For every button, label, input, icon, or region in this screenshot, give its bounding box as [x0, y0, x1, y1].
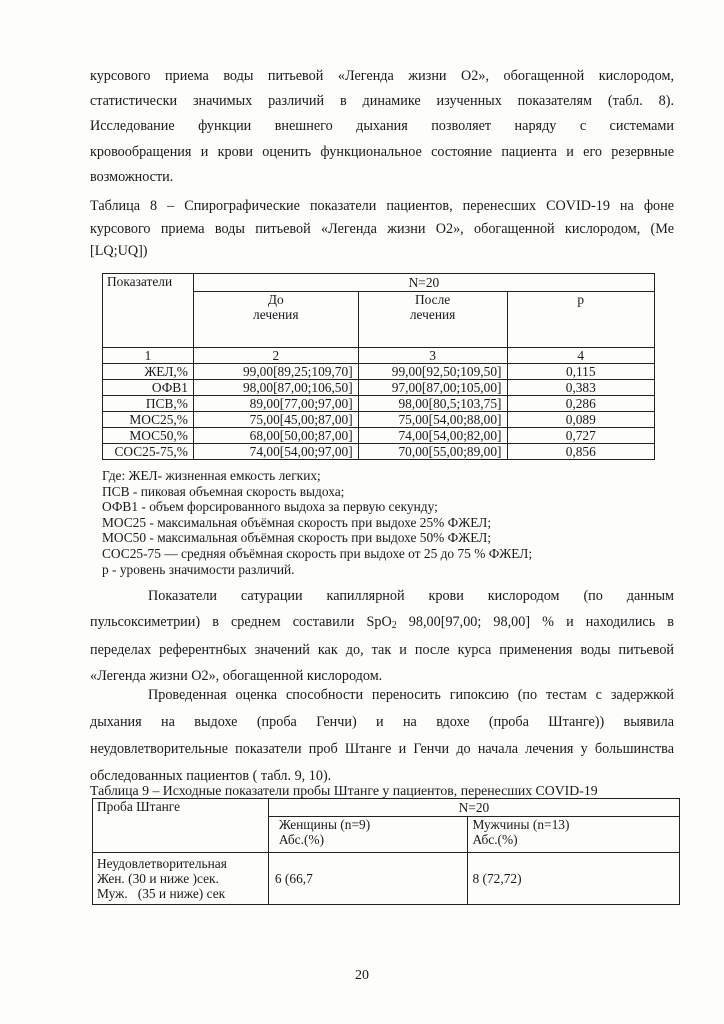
row-after: 97,00[87,00;105,00]: [358, 380, 507, 396]
header-p: p: [507, 292, 654, 348]
text-line: Исследование функции внешнего дыхания позволяет наряду с системами: [90, 118, 674, 135]
row-after: 74,00[54,00;82,00]: [358, 428, 507, 444]
row-after: 75,00[54,00;88,00]: [358, 412, 507, 428]
row-label: [93, 853, 269, 905]
row-p: 0,286: [507, 396, 654, 412]
row-before: 99,00[89,25;109,70]: [193, 364, 358, 380]
header-before-line1: До: [267, 292, 284, 307]
header-indicator: Показатели: [103, 274, 194, 348]
column-number: 3: [358, 348, 507, 364]
row-p: 0,856: [507, 444, 654, 460]
row-women: 6 (66,7: [268, 853, 468, 905]
caption-line: курсового приема воды питьевой «Легенда жизни О2», обогащенной кислородом, (Ме: [90, 220, 674, 237]
subscript: 2: [391, 619, 397, 631]
table-row: [103, 364, 655, 380]
legend-line: ОФВ1 - объем форсированного выдоха за первую секунду;: [102, 499, 438, 515]
table-row: [103, 412, 655, 428]
text-line: переделах референтн6ых значений как до, так и после курса применения воды питьевой: [90, 642, 674, 658]
legend-line: р - уровень значимости различий.: [102, 561, 295, 577]
table8-legend: [102, 468, 662, 577]
caption-line: Таблица 8 – Спирографические показатели пациентов, перенесших COVID-19 на фоне: [90, 198, 674, 214]
header-women-line2: Абс.(%): [278, 832, 325, 847]
row-label-line3: Муж. (35 и ниже) сек: [97, 886, 226, 901]
row-before: 74,00[54,00;97,00]: [193, 444, 358, 460]
header-test: Проба Штанге: [93, 799, 269, 853]
row-name: ОФВ1: [103, 380, 194, 396]
row-p: 0,089: [507, 412, 654, 428]
table8: [102, 273, 655, 460]
row-before: 98,00[87,00;106,50]: [193, 380, 358, 396]
header-before-line2: лечения: [253, 307, 299, 322]
header-men: [468, 817, 680, 853]
header-before: [193, 292, 358, 348]
table8-caption: [90, 195, 674, 263]
row-before: 89,00[77,00;97,00]: [193, 396, 358, 412]
text-line: неудовлетворительные показатели проб Штанге и Генчи до начала лечения у большинства: [90, 741, 674, 757]
saturation-paragraph: [90, 584, 674, 689]
text-line: [90, 610, 674, 639]
text-line: «Легенда жизни О2», обогащенной кислородом.: [90, 667, 383, 684]
table-row: [103, 428, 655, 444]
table-row: [103, 396, 655, 412]
row-p: 0,115: [507, 364, 654, 380]
intro-paragraph: [90, 64, 674, 190]
row-name: СОС25-75,%: [103, 444, 194, 460]
text-line: статистически значимых различий в динамике изученных показателям (табл. 8).: [90, 93, 674, 110]
header-group: N=20: [193, 274, 654, 292]
legend-line: СОС25-75 — средняя объёмная скорость при выдохе от 25 до 75 % ФЖЕЛ;: [102, 545, 533, 561]
text-line: возможности.: [90, 168, 174, 185]
row-name: МОС25,%: [103, 412, 194, 428]
row-name: ПСВ,%: [103, 396, 194, 412]
text-line: дыхания на выдохе (проба Генчи) и на вдохе (проба Штанге)) выявила: [90, 714, 674, 730]
table9: [92, 798, 680, 905]
text-line: Показатели сатурации капиллярной крови кислородом (по данным: [148, 588, 674, 604]
row-after: 70,00[55,00;89,00]: [358, 444, 507, 460]
row-after: 99,00[92,50;109,50]: [358, 364, 507, 380]
row-after: 98,00[80,5;103,75]: [358, 396, 507, 412]
text-fragment: пульсоксиметрии) в среднем составили SpO: [90, 613, 392, 630]
legend-line: МОС25 - максимальная объёмная скорость при выдохе 25% ФЖЕЛ;: [102, 514, 492, 530]
table-row: [103, 444, 655, 460]
row-label-line2: Жен. (30 и ниже )сек.: [97, 871, 219, 886]
table-row: [103, 380, 655, 396]
caption-line: Таблица 9 – Исходные показатели пробы Штанге у пациентов, перенесших COVID-19: [90, 783, 598, 798]
caption-line: [LQ;UQ]): [90, 243, 148, 259]
row-p: 0,727: [507, 428, 654, 444]
row-before: 68,00[50,00;87,00]: [193, 428, 358, 444]
text-line: кровообращения и крови оценить функциональное состояние пациента и его резервные: [90, 143, 674, 160]
legend-line: Где: ЖЕЛ- жизненная емкость легких;: [102, 468, 321, 483]
row-men: 8 (72,72): [468, 853, 680, 905]
row-p: 0,383: [507, 380, 654, 396]
column-number: 2: [193, 348, 358, 364]
header-group: N=20: [268, 799, 679, 817]
page-number: 20: [355, 968, 369, 983]
text-fragment: 98,00[97,00; 98,00] % и находились в: [396, 613, 674, 630]
header-women: [268, 817, 468, 853]
row-name: МОС50,%: [103, 428, 194, 444]
header-after: [358, 292, 507, 348]
table-row: [93, 853, 680, 905]
text-line: Проведенная оценка способности переносить гипоксию (по тестам с задержкой: [148, 687, 674, 703]
row-name: ЖЕЛ,%: [103, 364, 194, 380]
column-number: 1: [103, 348, 194, 364]
text-line: обследованных пациентов ( табл. 9, 10).: [90, 768, 332, 784]
legend-line: МОС50 - максимальная объёмная скорость при выдохе 50% ФЖЕЛ;: [102, 530, 492, 546]
legend-line: ПСВ - пиковая объемная скорость выдоха;: [102, 483, 345, 499]
header-men-line2: Абс.(%): [472, 832, 518, 847]
header-after-line2: лечения: [409, 307, 456, 322]
header-after-line1: После: [414, 292, 451, 307]
row-label-line1: Неудовлетворительная: [97, 856, 227, 871]
hypoxia-paragraph: [90, 682, 674, 790]
header-men-line1: Мужчины (n=13): [472, 817, 570, 832]
row-before: 75,00[45,00;87,00]: [193, 412, 358, 428]
column-number: 4: [507, 348, 654, 364]
header-women-line1: Женщины (n=9): [278, 817, 371, 832]
text-line: курсового приема воды питьевой «Легенда жизни О2», обогащенной кислородом,: [90, 68, 674, 84]
